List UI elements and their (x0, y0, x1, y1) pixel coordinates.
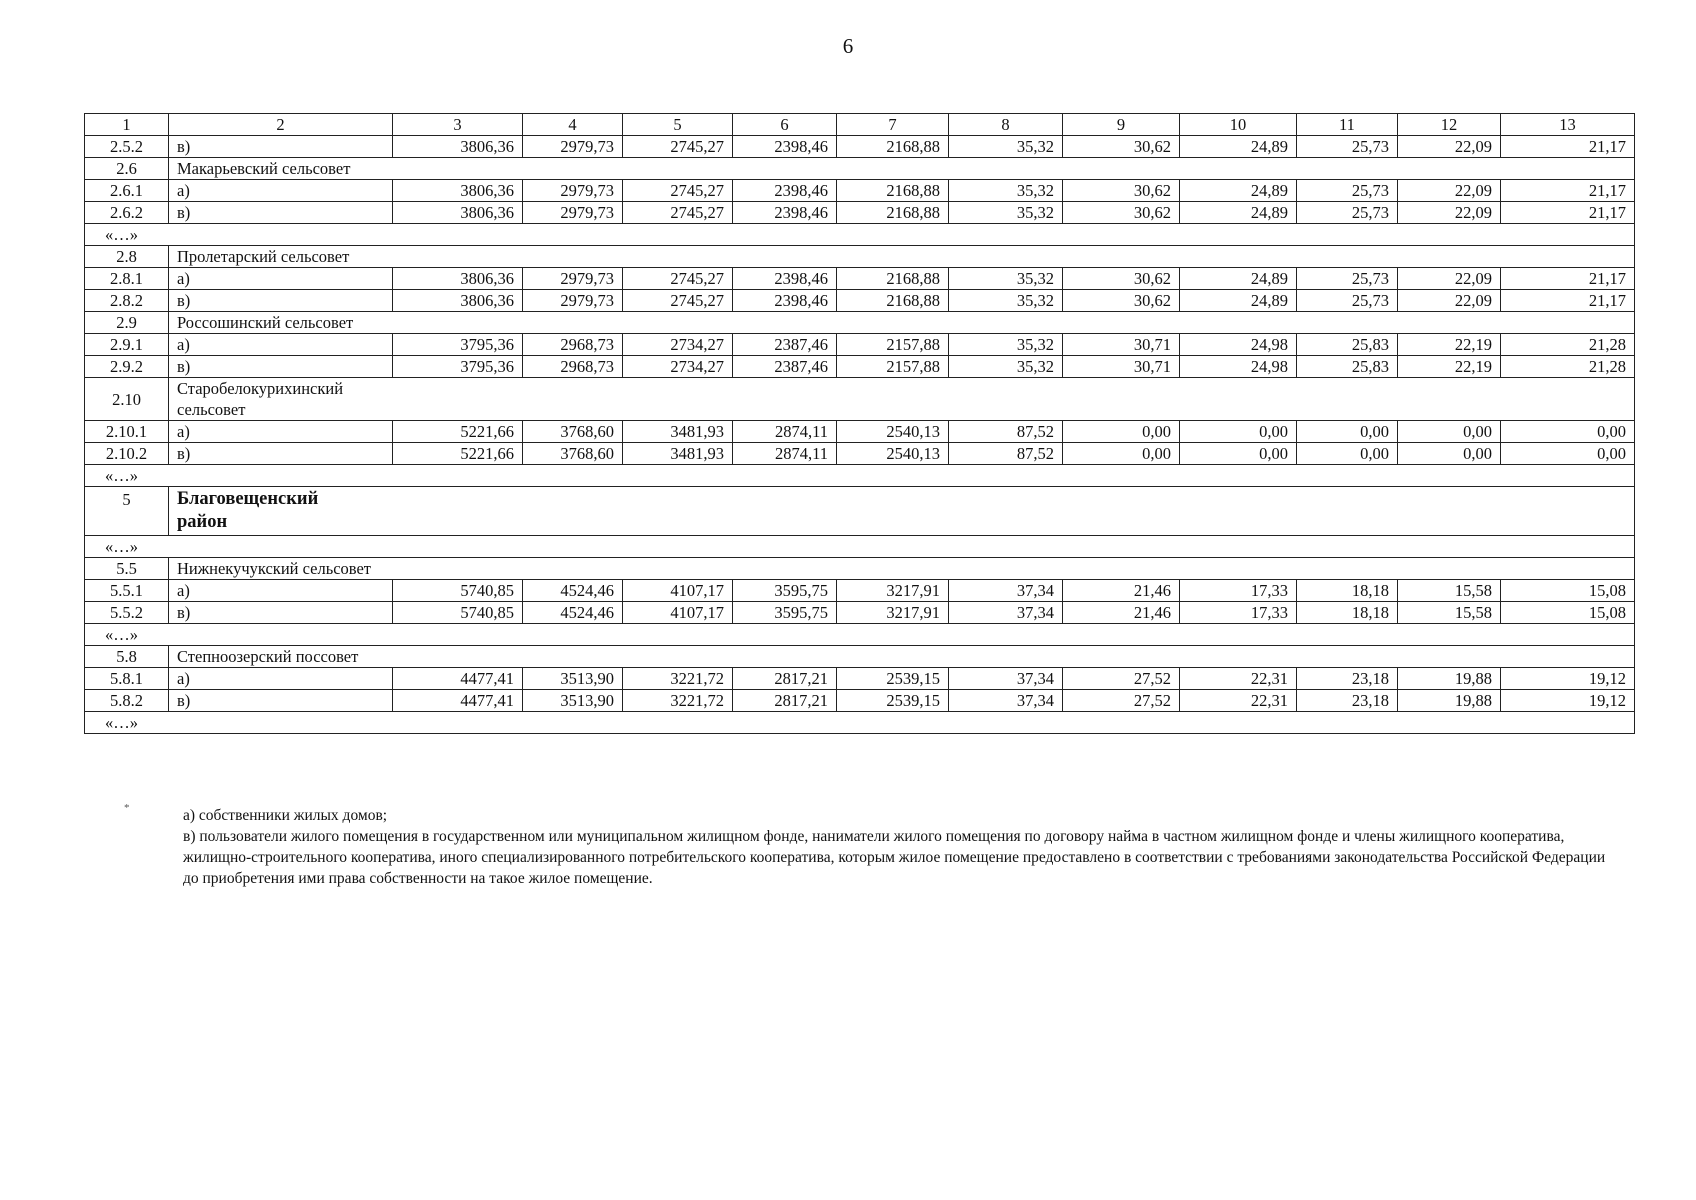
value-cell: 2968,73 (523, 356, 623, 378)
value-cell: 2874,11 (733, 443, 837, 465)
data-row (85, 268, 1635, 290)
value-cell: 5740,85 (393, 580, 523, 602)
value-cell: 17,33 (1180, 580, 1297, 602)
ellipsis-row (85, 624, 1635, 646)
value-cell: 2968,73 (523, 334, 623, 356)
value-cell: 35,32 (949, 268, 1063, 290)
value-cell: 35,32 (949, 356, 1063, 378)
data-row (85, 290, 1635, 312)
value-cell: 0,00 (1398, 443, 1501, 465)
consumer-category-cell: а) (169, 668, 393, 690)
data-row (85, 421, 1635, 443)
value-cell: 22,09 (1398, 180, 1501, 202)
value-cell: 22,09 (1398, 136, 1501, 158)
section-code-cell: 2.9 (85, 312, 169, 334)
value-cell: 19,88 (1398, 668, 1501, 690)
value-cell: 3595,75 (733, 580, 837, 602)
value-cell: 24,89 (1180, 180, 1297, 202)
consumer-category-cell: в) (169, 290, 393, 312)
column-number-cell: 3 (393, 114, 523, 136)
row-code-cell: 5.5.1 (85, 580, 169, 602)
data-row (85, 356, 1635, 378)
value-cell: 3806,36 (393, 136, 523, 158)
value-cell: 2398,46 (733, 202, 837, 224)
value-cell: 3795,36 (393, 334, 523, 356)
value-cell: 3806,36 (393, 290, 523, 312)
value-cell: 30,62 (1063, 136, 1180, 158)
column-number-row (85, 114, 1635, 136)
value-cell: 21,28 (1501, 334, 1635, 356)
column-number-cell: 13 (1501, 114, 1635, 136)
value-cell: 25,73 (1297, 180, 1398, 202)
value-cell: 2979,73 (523, 136, 623, 158)
omission-cell: «…» (85, 624, 1635, 646)
value-cell: 25,83 (1297, 334, 1398, 356)
value-cell: 22,31 (1180, 668, 1297, 690)
value-cell: 0,00 (1180, 421, 1297, 443)
value-cell: 21,17 (1501, 268, 1635, 290)
section-row (85, 378, 1635, 421)
value-cell: 19,12 (1501, 690, 1635, 712)
value-cell: 0,00 (1398, 421, 1501, 443)
consumer-category-cell: а) (169, 180, 393, 202)
section-code-cell: 2.8 (85, 246, 169, 268)
value-cell: 4477,41 (393, 668, 523, 690)
value-cell: 17,33 (1180, 602, 1297, 624)
footnote-mark: * (124, 802, 130, 814)
value-cell: 2874,11 (733, 421, 837, 443)
value-cell: 2398,46 (733, 180, 837, 202)
ellipsis-row (85, 536, 1635, 558)
value-cell: 5740,85 (393, 602, 523, 624)
value-cell: 23,18 (1297, 690, 1398, 712)
value-cell: 0,00 (1501, 443, 1635, 465)
row-code-cell: 5.8.1 (85, 668, 169, 690)
value-cell: 4524,46 (523, 580, 623, 602)
value-cell: 3768,60 (523, 421, 623, 443)
value-cell: 37,34 (949, 602, 1063, 624)
value-cell: 3595,75 (733, 602, 837, 624)
value-cell: 2168,88 (837, 180, 949, 202)
value-cell: 27,52 (1063, 690, 1180, 712)
value-cell: 21,28 (1501, 356, 1635, 378)
value-cell: 3217,91 (837, 602, 949, 624)
tariff-table (84, 113, 1635, 734)
value-cell: 4107,17 (623, 602, 733, 624)
row-code-cell: 5.8.2 (85, 690, 169, 712)
value-cell: 2745,27 (623, 202, 733, 224)
value-cell: 35,32 (949, 334, 1063, 356)
value-cell: 3768,60 (523, 443, 623, 465)
value-cell: 2979,73 (523, 268, 623, 290)
value-cell: 35,32 (949, 290, 1063, 312)
value-cell: 87,52 (949, 443, 1063, 465)
column-number-cell: 10 (1180, 114, 1297, 136)
name-text: Россошинский сельсовет (177, 313, 354, 332)
section-name-cell (169, 246, 1635, 268)
value-cell: 2745,27 (623, 136, 733, 158)
value-cell: 24,89 (1180, 202, 1297, 224)
value-cell: 15,08 (1501, 602, 1635, 624)
value-cell: 35,32 (949, 202, 1063, 224)
value-cell: 24,98 (1180, 356, 1297, 378)
value-cell: 15,08 (1501, 580, 1635, 602)
ellipsis-row (85, 465, 1635, 487)
value-cell: 21,46 (1063, 602, 1180, 624)
value-cell: 5221,66 (393, 421, 523, 443)
value-cell: 25,73 (1297, 202, 1398, 224)
value-cell: 4524,46 (523, 602, 623, 624)
value-cell: 3221,72 (623, 690, 733, 712)
value-cell: 2979,73 (523, 180, 623, 202)
value-cell: 19,88 (1398, 690, 1501, 712)
page-number: 6 (842, 34, 854, 58)
consumer-category-cell: в) (169, 202, 393, 224)
value-cell: 24,89 (1180, 290, 1297, 312)
data-row (85, 690, 1635, 712)
value-cell: 0,00 (1063, 421, 1180, 443)
data-row (85, 202, 1635, 224)
column-number-cell: 12 (1398, 114, 1501, 136)
tariff-table-container (84, 113, 1634, 734)
value-cell: 22,19 (1398, 356, 1501, 378)
row-code-cell: 2.6.1 (85, 180, 169, 202)
value-cell: 3806,36 (393, 202, 523, 224)
value-cell: 3513,90 (523, 690, 623, 712)
section-code-cell: 5.8 (85, 646, 169, 668)
value-cell: 3806,36 (393, 180, 523, 202)
value-cell: 22,31 (1180, 690, 1297, 712)
value-cell: 24,98 (1180, 334, 1297, 356)
consumer-category-cell: а) (169, 334, 393, 356)
value-cell: 2540,13 (837, 421, 949, 443)
consumer-category-cell: в) (169, 356, 393, 378)
row-code-cell: 2.8.2 (85, 290, 169, 312)
value-cell: 2539,15 (837, 690, 949, 712)
consumer-category-cell: в) (169, 136, 393, 158)
row-code-cell: 2.6.2 (85, 202, 169, 224)
value-cell: 2540,13 (837, 443, 949, 465)
row-code-cell: 2.9.1 (85, 334, 169, 356)
omission-cell: «…» (85, 536, 1635, 558)
column-number-cell: 5 (623, 114, 733, 136)
value-cell: 2745,27 (623, 268, 733, 290)
row-code-cell: 2.9.2 (85, 356, 169, 378)
omission-cell: «…» (85, 465, 1635, 487)
ellipsis-row (85, 224, 1635, 246)
value-cell: 2168,88 (837, 136, 949, 158)
value-cell: 2734,27 (623, 334, 733, 356)
value-cell: 2817,21 (733, 668, 837, 690)
data-row (85, 136, 1635, 158)
row-code-cell: 2.10.1 (85, 421, 169, 443)
value-cell: 37,34 (949, 690, 1063, 712)
value-cell: 22,09 (1398, 268, 1501, 290)
name-text: Благовещенский район (177, 489, 319, 532)
footnote-owners: а) собственники жилых домов; (183, 807, 388, 824)
ellipsis-row (85, 712, 1635, 734)
value-cell: 2817,21 (733, 690, 837, 712)
value-cell: 2539,15 (837, 668, 949, 690)
column-number-cell: 11 (1297, 114, 1398, 136)
value-cell: 21,46 (1063, 580, 1180, 602)
row-code-cell: 2.10.2 (85, 443, 169, 465)
value-cell: 18,18 (1297, 580, 1398, 602)
value-cell: 2398,46 (733, 268, 837, 290)
value-cell: 27,52 (1063, 668, 1180, 690)
value-cell: 3481,93 (623, 443, 733, 465)
consumer-category-cell: в) (169, 690, 393, 712)
value-cell: 15,58 (1398, 580, 1501, 602)
value-cell: 35,32 (949, 180, 1063, 202)
section-name-cell (169, 378, 1635, 421)
district-code-cell: 5 (85, 487, 169, 536)
value-cell: 87,52 (949, 421, 1063, 443)
value-cell: 21,17 (1501, 136, 1635, 158)
value-cell: 19,12 (1501, 668, 1635, 690)
value-cell: 21,17 (1501, 180, 1635, 202)
value-cell: 21,17 (1501, 202, 1635, 224)
section-row (85, 158, 1635, 180)
value-cell: 22,09 (1398, 290, 1501, 312)
value-cell: 37,34 (949, 580, 1063, 602)
row-code-cell: 2.5.2 (85, 136, 169, 158)
data-row (85, 180, 1635, 202)
consumer-category-cell: а) (169, 580, 393, 602)
section-row (85, 558, 1635, 580)
footnotes (183, 805, 1623, 889)
value-cell: 3806,36 (393, 268, 523, 290)
value-cell: 2734,27 (623, 356, 733, 378)
value-cell: 30,62 (1063, 180, 1180, 202)
name-text: Макарьевский сельсовет (177, 159, 351, 178)
value-cell: 30,71 (1063, 356, 1180, 378)
value-cell: 3795,36 (393, 356, 523, 378)
section-row (85, 246, 1635, 268)
column-number-cell: 2 (169, 114, 393, 136)
value-cell: 2745,27 (623, 180, 733, 202)
value-cell: 2168,88 (837, 290, 949, 312)
section-row (85, 646, 1635, 668)
column-number-cell: 4 (523, 114, 623, 136)
value-cell: 0,00 (1063, 443, 1180, 465)
column-number-cell: 8 (949, 114, 1063, 136)
data-row (85, 580, 1635, 602)
value-cell: 30,62 (1063, 268, 1180, 290)
value-cell: 0,00 (1501, 421, 1635, 443)
section-name-cell (169, 158, 1635, 180)
value-cell: 2979,73 (523, 202, 623, 224)
value-cell: 21,17 (1501, 290, 1635, 312)
value-cell: 3513,90 (523, 668, 623, 690)
value-cell: 2398,46 (733, 290, 837, 312)
value-cell: 2168,88 (837, 268, 949, 290)
section-name-cell (169, 646, 1635, 668)
section-code-cell: 2.6 (85, 158, 169, 180)
value-cell: 22,19 (1398, 334, 1501, 356)
value-cell: 2387,46 (733, 334, 837, 356)
section-name-cell (169, 558, 1635, 580)
value-cell: 3221,72 (623, 668, 733, 690)
data-row (85, 443, 1635, 465)
district-name-cell (169, 487, 1635, 536)
omission-cell: «…» (85, 712, 1635, 734)
value-cell: 2168,88 (837, 202, 949, 224)
value-cell: 25,73 (1297, 136, 1398, 158)
section-code-cell: 5.5 (85, 558, 169, 580)
value-cell: 25,83 (1297, 356, 1398, 378)
data-row (85, 668, 1635, 690)
data-row (85, 602, 1635, 624)
value-cell: 0,00 (1297, 421, 1398, 443)
value-cell: 25,73 (1297, 290, 1398, 312)
value-cell: 2398,46 (733, 136, 837, 158)
column-number-cell: 6 (733, 114, 837, 136)
value-cell: 30,62 (1063, 202, 1180, 224)
value-cell: 24,89 (1180, 268, 1297, 290)
value-cell: 15,58 (1398, 602, 1501, 624)
value-cell: 3481,93 (623, 421, 733, 443)
value-cell: 35,32 (949, 136, 1063, 158)
value-cell: 0,00 (1180, 443, 1297, 465)
value-cell: 2387,46 (733, 356, 837, 378)
value-cell: 2157,88 (837, 356, 949, 378)
value-cell: 30,62 (1063, 290, 1180, 312)
value-cell: 3217,91 (837, 580, 949, 602)
omission-cell: «…» (85, 224, 1635, 246)
row-code-cell: 2.8.1 (85, 268, 169, 290)
consumer-category-cell: в) (169, 602, 393, 624)
name-text: Степноозерский поссовет (177, 647, 359, 666)
value-cell: 18,18 (1297, 602, 1398, 624)
name-text: Нижнекучукский сельсовет (177, 559, 372, 578)
value-cell: 25,73 (1297, 268, 1398, 290)
value-cell: 4107,17 (623, 580, 733, 602)
section-code-cell: 2.10 (85, 378, 169, 421)
section-row (85, 312, 1635, 334)
footnote-users: в) пользователи жилого помещения в государственном или муниципальном жилищном фонде, наниматели жилого помещения по договору найма в частном жилищном фонде и члены жилищного кооператива, жилищно-строительного кооператива, иного специализированного потребительского кооператива, которым жилое помещение предоставлено в соответствии с требованиями законодательства Российской Федерации до приобретения ими права собственности на такое жилое помещение. (183, 828, 1606, 887)
data-row (85, 334, 1635, 356)
value-cell: 2979,73 (523, 290, 623, 312)
value-cell: 2157,88 (837, 334, 949, 356)
consumer-category-cell: в) (169, 443, 393, 465)
value-cell: 0,00 (1297, 443, 1398, 465)
value-cell: 23,18 (1297, 668, 1398, 690)
value-cell: 30,71 (1063, 334, 1180, 356)
section-name-cell (169, 312, 1635, 334)
column-number-cell: 9 (1063, 114, 1180, 136)
value-cell: 24,89 (1180, 136, 1297, 158)
value-cell: 22,09 (1398, 202, 1501, 224)
consumer-category-cell: а) (169, 268, 393, 290)
consumer-category-cell: а) (169, 421, 393, 443)
district-row (85, 487, 1635, 536)
name-text: Пролетарский сельсовет (177, 247, 350, 266)
column-number-cell: 7 (837, 114, 949, 136)
value-cell: 37,34 (949, 668, 1063, 690)
row-code-cell: 5.5.2 (85, 602, 169, 624)
value-cell: 4477,41 (393, 690, 523, 712)
column-number-cell: 1 (85, 114, 169, 136)
value-cell: 5221,66 (393, 443, 523, 465)
name-text: Старобелокурихинский сельсовет (177, 379, 344, 419)
value-cell: 2745,27 (623, 290, 733, 312)
